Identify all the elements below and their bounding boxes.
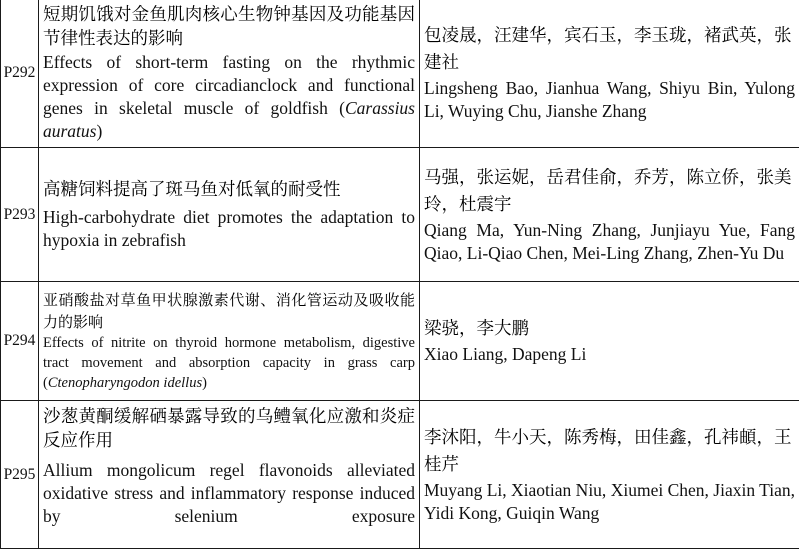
title-zh: 高糖饲料提高了斑马鱼对低氧的耐受性 — [43, 178, 415, 202]
authors-en: Muyang Li, Xiaotian Niu, Xiumei Chen, Jiaxin Tian, Yidi Kong, Guiqin Wang — [424, 479, 795, 525]
species-name: Carassius auratus — [43, 98, 415, 141]
title-zh: 沙葱黄酮缓解硒暴露导致的乌鳢氧化应激和炎症反应作用 — [43, 405, 415, 453]
table-row — [1, 148, 799, 282]
authors-en: Qiang Ma, Yun-Ning Zhang, Junjiayu Yue, Fang Qiao, Li-Qiao Chen, Mei-Ling Zhang, Zhen-Yu Du — [424, 219, 795, 265]
title-en-close: ) — [202, 375, 207, 391]
authors-cell — [420, 0, 799, 148]
authors-zh: 包凌晟，汪建华，宾石玉，李玉珑，褚武英，张建社 — [424, 23, 795, 77]
table-row — [1, 282, 799, 401]
title-cell — [39, 282, 420, 401]
title-zh: 亚硝酸盐对草鱼甲状腺激素代谢、消化管运动及吸收能力的影响 — [43, 289, 415, 333]
authors-cell — [420, 401, 799, 549]
title-zh: 短期饥饿对金鱼肌肉核心生物钟基因及功能基因节律性表达的影响 — [43, 3, 415, 51]
authors-cell — [420, 282, 799, 401]
paper-id: P295 — [1, 401, 39, 549]
table-row — [1, 401, 799, 549]
title-en — [43, 333, 415, 393]
title-en-text: Effects of nitrite on thyroid hormone metabolism, digestive tract movement and absorption capacity in grass carp ( — [43, 335, 415, 391]
title-en: Allium mongolicum regel flavonoids alleviated oxidative stress and inflammatory response induced by selenium exposure — [43, 459, 415, 528]
authors-zh: 李沐阳，牛小天，陈秀梅，田佳鑫，孔祎頔，王桂芹 — [424, 425, 795, 479]
title-en — [43, 51, 415, 143]
authors-cell — [420, 148, 799, 282]
title-en: High-carbohydrate diet promotes the adaptation to hypoxia in zebrafish — [43, 206, 415, 252]
title-en-close: ) — [96, 121, 102, 141]
paper-id: P294 — [1, 282, 39, 401]
authors-en: Xiao Liang, Dapeng Li — [424, 343, 795, 366]
title-en-text: Effects of short-term fasting on the rhythmic expression of core circadianclock and functional genes in skeletal muscle of goldfish ( — [43, 52, 415, 118]
authors-zh: 马强，张运妮，岳君佳俞，乔芳，陈立侨，张美玲，杜震宇 — [424, 165, 795, 219]
species-name: Ctenopharyngodon idellus — [48, 375, 202, 391]
authors-zh: 梁骁，李大鹏 — [424, 316, 795, 343]
title-cell — [39, 148, 420, 282]
paper-id: P293 — [1, 148, 39, 282]
table-row — [1, 0, 799, 148]
title-cell — [39, 0, 420, 148]
paper-id: P292 — [1, 0, 39, 148]
authors-en: Lingsheng Bao, Jianhua Wang, Shiyu Bin, Yulong Li, Wuying Chu, Jianshe Zhang — [424, 77, 795, 123]
title-cell — [39, 401, 420, 549]
